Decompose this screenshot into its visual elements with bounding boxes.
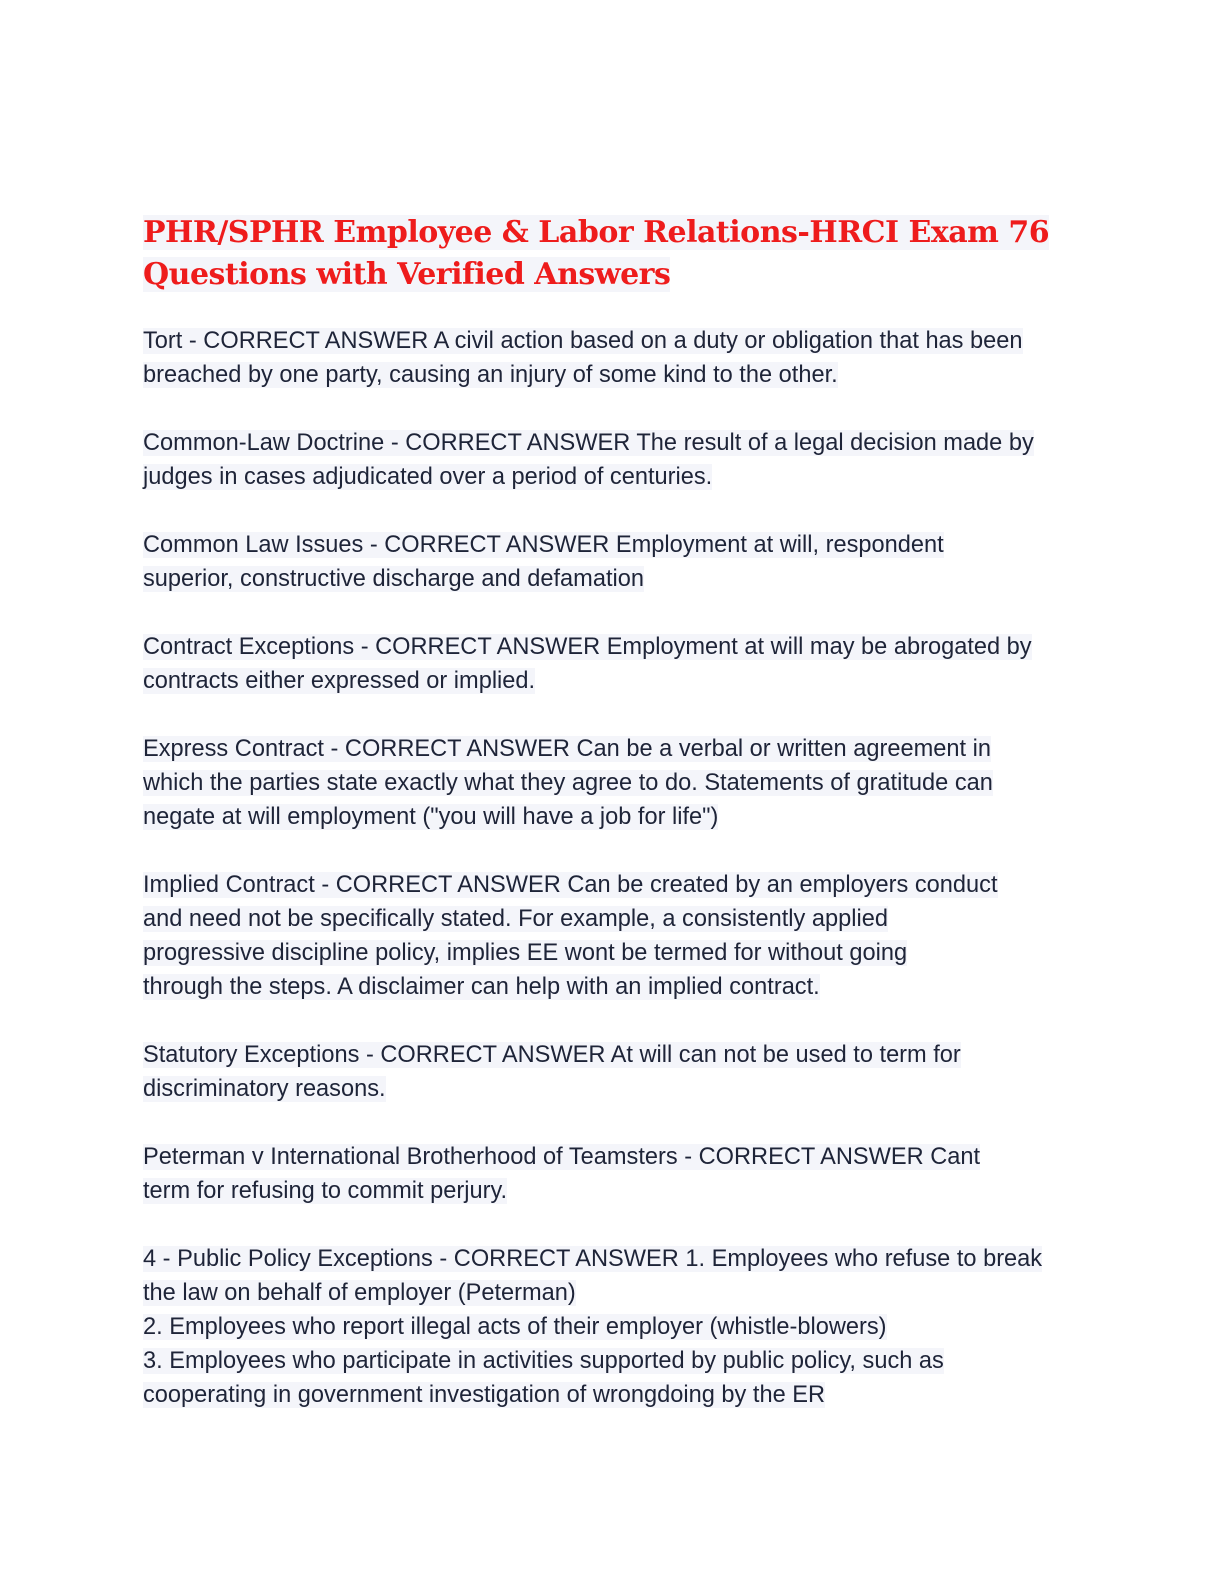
entry-line	[143, 766, 1083, 800]
entry-line-text: discriminatory reasons.	[143, 1076, 386, 1102]
entry-line-text: Common Law Issues - CORRECT ANSWER Employment at will, respondent	[143, 532, 944, 558]
qa-entry	[143, 1038, 1083, 1106]
title-line-2: Questions with Verified Answers	[143, 257, 671, 292]
entry-line-text: 2. Employees who report illegal acts of their employer (whistle-blowers)	[143, 1314, 887, 1340]
entry-line	[143, 1140, 1083, 1174]
entry-line	[143, 1310, 1083, 1344]
qa-entry	[143, 630, 1083, 698]
entry-line-text: contracts either expressed or implied.	[143, 668, 536, 694]
entry-line	[143, 1242, 1083, 1276]
entry-line	[143, 324, 1083, 358]
entry-line-text: term for refusing to commit perjury.	[143, 1178, 508, 1204]
entry-line-text: 4 - Public Policy Exceptions - CORRECT ANSWER 1. Employees who refuse to break	[143, 1246, 1043, 1272]
entry-line-text: breached by one party, causing an injury of some kind to the other.	[143, 362, 838, 388]
document-page	[143, 212, 1083, 1446]
entry-line-text: negate at will employment ("you will have a job for life")	[143, 804, 719, 830]
entry-line-text: Contract Exceptions - CORRECT ANSWER Employment at will may be abrogated by	[143, 634, 1032, 660]
entry-line	[143, 1378, 1083, 1412]
entry-line	[143, 936, 1083, 970]
qa-entry	[143, 1140, 1083, 1208]
document-title	[143, 212, 1083, 296]
title-line-1: PHR/SPHR Employee & Labor Relations-HRCI Exam 76	[143, 215, 1050, 250]
entry-line-text: 3. Employees who participate in activities supported by public policy, such as	[143, 1348, 944, 1374]
entry-line	[143, 562, 1083, 596]
entry-line-text: through the steps. A disclaimer can help with an implied contract.	[143, 974, 820, 1000]
entry-line-text: and need not be specifically stated. For example, a consistently applied	[143, 906, 888, 932]
entry-line-text: Express Contract - CORRECT ANSWER Can be a verbal or written agreement in	[143, 736, 991, 762]
qa-entry	[143, 528, 1083, 596]
entry-line	[143, 902, 1083, 936]
entry-line-text: Tort - CORRECT ANSWER A civil action based on a duty or obligation that has been	[143, 328, 1023, 354]
entry-line	[143, 664, 1083, 698]
entry-line-text: progressive discipline policy, implies EE wont be termed for without going	[143, 940, 908, 966]
entry-line-text: the law on behalf of employer (Peterman)	[143, 1280, 576, 1306]
entry-line	[143, 800, 1083, 834]
entry-line-text: Statutory Exceptions - CORRECT ANSWER At will can not be used to term for	[143, 1042, 961, 1068]
entry-line	[143, 1072, 1083, 1106]
entry-line-text: cooperating in government investigation of wrongdoing by the ER	[143, 1382, 826, 1408]
qa-entry	[143, 732, 1083, 834]
qa-entry	[143, 324, 1083, 392]
entry-line-text: which the parties state exactly what they agree to do. Statements of gratitude can	[143, 770, 993, 796]
entry-line	[143, 970, 1083, 1004]
entry-line	[143, 460, 1083, 494]
entry-line	[143, 1344, 1083, 1378]
entry-line	[143, 1174, 1083, 1208]
entry-line	[143, 630, 1083, 664]
qa-entry	[143, 868, 1083, 1004]
qa-entries	[143, 324, 1083, 1412]
entry-line	[143, 426, 1083, 460]
entry-line-text: Implied Contract - CORRECT ANSWER Can be created by an employers conduct	[143, 872, 998, 898]
entry-line	[143, 1038, 1083, 1072]
entry-line-text: judges in cases adjudicated over a period of centuries.	[143, 464, 713, 490]
entry-line-text: Common-Law Doctrine - CORRECT ANSWER The result of a legal decision made by	[143, 430, 1034, 456]
qa-entry	[143, 426, 1083, 494]
entry-line-text: Peterman v International Brotherhood of Teamsters - CORRECT ANSWER Cant	[143, 1144, 981, 1170]
entry-line	[143, 868, 1083, 902]
qa-entry	[143, 1242, 1083, 1412]
entry-line	[143, 528, 1083, 562]
entry-line	[143, 732, 1083, 766]
entry-line	[143, 1276, 1083, 1310]
entry-line-text: superior, constructive discharge and defamation	[143, 566, 644, 592]
entry-line	[143, 358, 1083, 392]
